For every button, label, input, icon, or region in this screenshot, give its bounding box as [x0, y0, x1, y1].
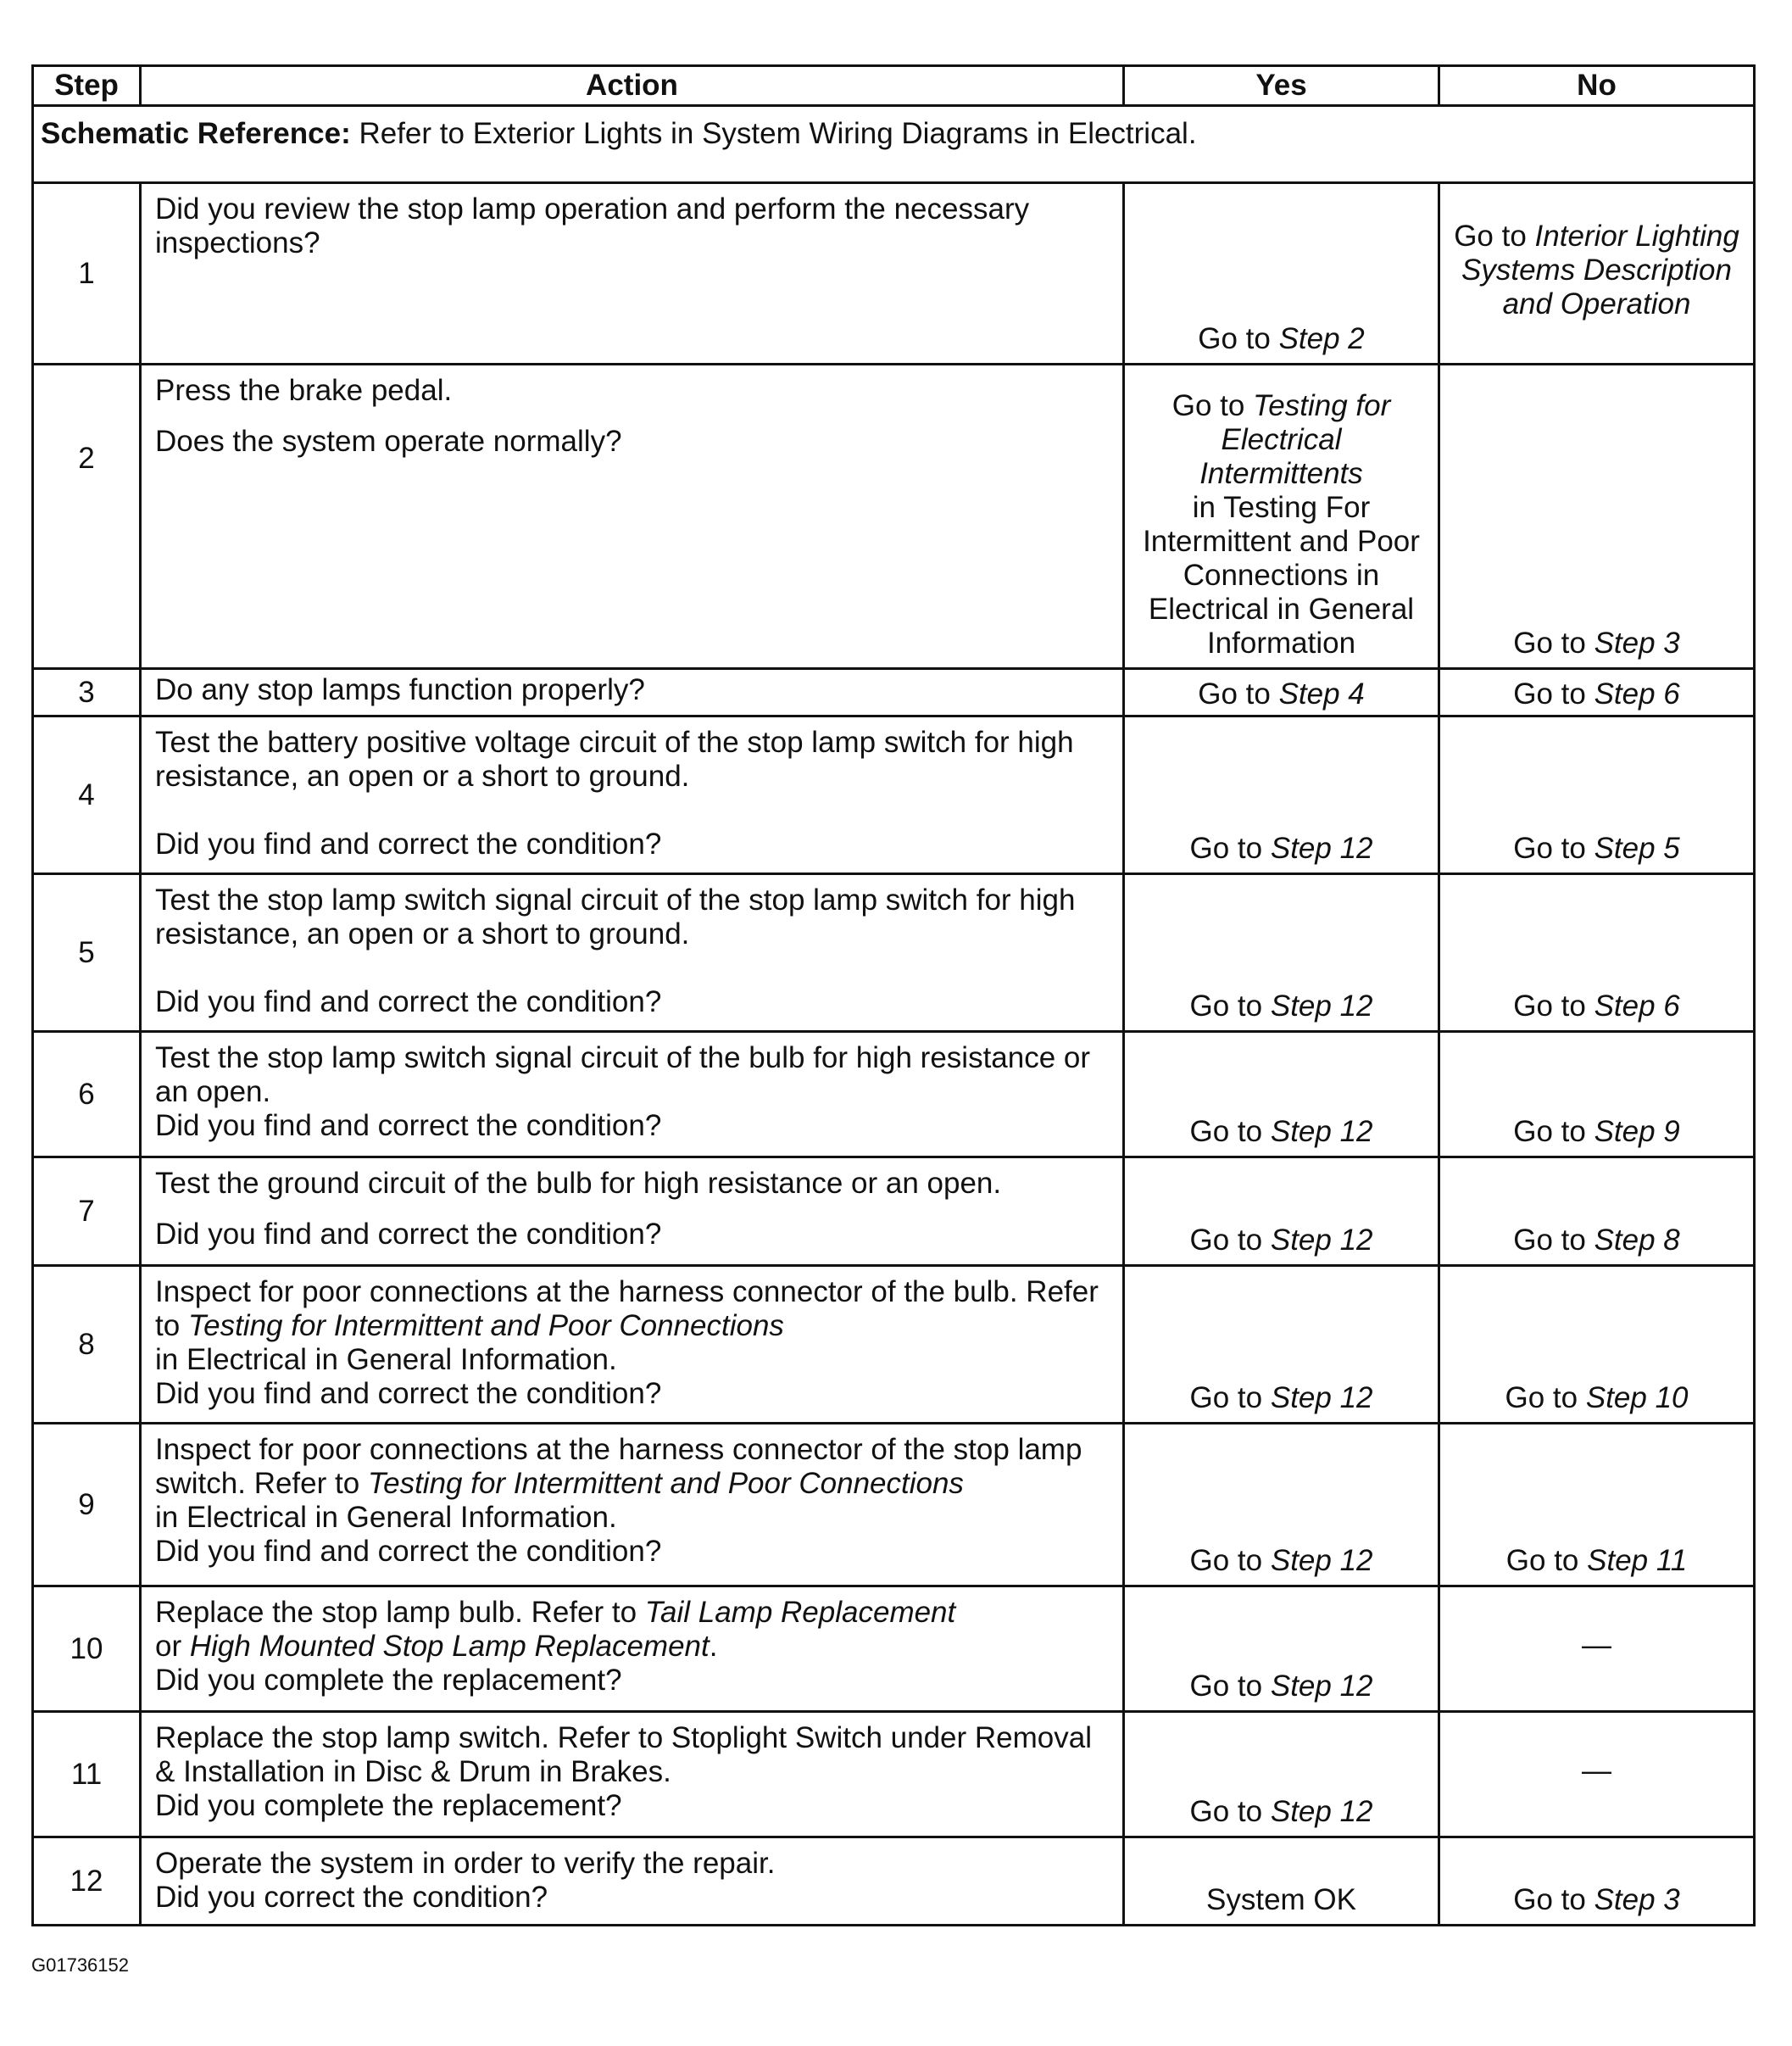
action-question: Did you correct the condition? — [155, 1881, 548, 1914]
step-number: 10 — [33, 1586, 141, 1712]
yes-link[interactable]: Step 12 — [1270, 1224, 1373, 1257]
reference-link[interactable]: Testing for Intermittent and Poor Connections — [187, 1309, 784, 1342]
goto-text: Go to — [1189, 1544, 1263, 1577]
table-row — [33, 1712, 1755, 1837]
step-number: 2 — [33, 365, 141, 669]
goto-text: Go to — [1189, 1795, 1263, 1828]
no-cell — [1439, 874, 1755, 1032]
action-text: Test the stop lamp switch signal circuit of the bulb for high resistance or an open. — [155, 1041, 1091, 1108]
yes-cell — [1124, 716, 1439, 874]
header-row — [33, 66, 1755, 106]
yes-link[interactable]: Step 12 — [1270, 832, 1373, 865]
goto-text: Go to — [1505, 1381, 1578, 1414]
no-cell — [1439, 1712, 1755, 1837]
action-question: Did you find and correct the condition? — [155, 1535, 662, 1568]
schematic-reference-label: Schematic Reference: — [41, 117, 351, 150]
action-text: Test the ground circuit of the bulb for high resistance or an open. — [155, 1167, 1002, 1200]
table-row — [33, 1266, 1755, 1424]
yes-link[interactable]: Step 12 — [1270, 1381, 1373, 1414]
action-text: Press the brake pedal. — [155, 374, 453, 407]
action-text-tail: in Electrical in General Information. — [155, 1501, 617, 1534]
no-cell — [1439, 1032, 1755, 1157]
schematic-reference — [33, 106, 1755, 183]
no-dash: — — [1582, 1628, 1611, 1662]
action-text: Replace the stop lamp switch. Refer to Stoplight Switch under Removal & Installation in Disc & Drum in Brakes. — [155, 1721, 1092, 1788]
table-row — [33, 716, 1755, 874]
no-cell — [1439, 1837, 1755, 1926]
yes-cell — [1124, 1424, 1439, 1586]
action-cell — [141, 1157, 1124, 1266]
table-row — [33, 183, 1755, 365]
step-number: 5 — [33, 874, 141, 1032]
action-text: Do any stop lamps function properly? — [155, 673, 645, 706]
schematic-reference-text: Refer to Exterior Lights in System Wiring Diagrams in Electrical. — [359, 117, 1197, 150]
table-row — [33, 1586, 1755, 1712]
action-text-end: . — [709, 1630, 718, 1663]
table-row — [33, 365, 1755, 669]
figure-id: G01736152 — [31, 1954, 129, 1976]
yes-cell — [1124, 1712, 1439, 1837]
no-link[interactable]: Step 9 — [1594, 1115, 1680, 1148]
no-cell — [1439, 1586, 1755, 1712]
yes-cell — [1124, 365, 1439, 669]
step-number: 4 — [33, 716, 141, 874]
goto-text: Go to — [1189, 1224, 1263, 1257]
reference-link-2[interactable]: High Mounted Stop Lamp Replacement — [189, 1630, 710, 1663]
action-text-tail: in Electrical in General Information. — [155, 1343, 617, 1376]
yes-text: System OK — [1206, 1883, 1356, 1916]
step-number: 9 — [33, 1424, 141, 1586]
goto-text: Go to — [1189, 1381, 1263, 1414]
action-cell — [141, 1424, 1124, 1586]
yes-cell — [1124, 1032, 1439, 1157]
no-cell — [1439, 1266, 1755, 1424]
step-number: 3 — [33, 669, 141, 716]
header-no: No — [1439, 66, 1755, 106]
goto-text: Go to — [1513, 677, 1586, 711]
no-cell — [1439, 1424, 1755, 1586]
yes-cell — [1124, 1837, 1439, 1926]
action-question: Did you complete the replacement? — [155, 1789, 622, 1822]
action-question: Did you find and correct the condition? — [155, 985, 662, 1018]
action-text: Test the stop lamp switch signal circuit of the stop lamp switch for high resistance, an open or a short to ground. — [155, 884, 1076, 951]
table-row — [33, 1032, 1755, 1157]
action-text: Inspect for poor connections at the harness connector of the bulb. Refer to — [155, 1275, 1099, 1342]
header-action: Action — [141, 66, 1124, 106]
reference-link[interactable]: Testing for Intermittent and Poor Connections — [367, 1467, 964, 1500]
no-cell — [1439, 669, 1755, 716]
no-cell — [1439, 716, 1755, 874]
goto-text: Go to — [1513, 1883, 1586, 1916]
action-text-or: or — [155, 1630, 182, 1663]
table-row — [33, 669, 1755, 716]
action-question: Did you complete the replacement? — [155, 1664, 622, 1697]
yes-link[interactable]: Step 2 — [1278, 322, 1365, 355]
action-text: Operate the system in order to verify the repair. — [155, 1847, 776, 1880]
goto-text: Go to — [1189, 1115, 1263, 1148]
no-cell — [1439, 1157, 1755, 1266]
goto-text: Go to — [1189, 1670, 1263, 1703]
yes-link[interactable]: Step 12 — [1270, 1670, 1373, 1703]
no-cell — [1439, 183, 1755, 365]
table-row — [33, 1157, 1755, 1266]
yes-cell — [1124, 1586, 1439, 1712]
action-text: Replace the stop lamp bulb. Refer to — [155, 1596, 637, 1629]
action-cell — [141, 669, 1124, 716]
no-cell — [1439, 365, 1755, 669]
action-cell — [141, 1712, 1124, 1837]
yes-cell — [1124, 669, 1439, 716]
step-number: 11 — [33, 1712, 141, 1837]
no-link[interactable]: Step 8 — [1594, 1224, 1680, 1257]
goto-text: Go to — [1513, 832, 1586, 865]
diagnostic-table — [31, 64, 1756, 1926]
yes-link[interactable]: Testing for Electrical Intermittents — [1199, 389, 1391, 490]
yes-cell — [1124, 1157, 1439, 1266]
no-link[interactable]: Step 11 — [1587, 1544, 1688, 1577]
action-cell — [141, 365, 1124, 669]
goto-text: Go to — [1513, 1224, 1586, 1257]
yes-link[interactable]: Step 4 — [1278, 677, 1365, 711]
table-row — [33, 1424, 1755, 1586]
yes-link[interactable]: Step 12 — [1270, 1544, 1373, 1577]
action-cell — [141, 1837, 1124, 1926]
yes-cell — [1124, 1266, 1439, 1424]
goto-text: Go to — [1454, 219, 1527, 253]
yes-link[interactable]: Step 12 — [1270, 1795, 1373, 1828]
table-row — [33, 874, 1755, 1032]
goto-text: Go to — [1198, 322, 1271, 355]
no-link[interactable]: Step 3 — [1594, 1883, 1680, 1916]
action-cell — [141, 1266, 1124, 1424]
header-step: Step — [33, 66, 141, 106]
goto-text: Go to — [1513, 627, 1586, 660]
action-text: Did you review the stop lamp operation and perform the necessary inspections? — [155, 192, 1030, 259]
action-cell — [141, 183, 1124, 365]
no-link[interactable]: Step 6 — [1594, 990, 1680, 1023]
reference-link[interactable]: Tail Lamp Replacement — [644, 1596, 956, 1629]
step-number: 1 — [33, 183, 141, 365]
action-question: Does the system operate normally? — [155, 425, 622, 458]
goto-text: Go to — [1189, 832, 1263, 865]
action-question: Did you find and correct the condition? — [155, 1109, 662, 1142]
step-number: 7 — [33, 1157, 141, 1266]
goto-text: Go to — [1171, 389, 1245, 422]
action-question: Did you find and correct the condition? — [155, 828, 662, 861]
action-text: Test the battery positive voltage circuit of the stop lamp switch for high resistance, an open or a short to ground. — [155, 726, 1074, 793]
no-link[interactable]: Interior Lighting Systems Description and Operation — [1461, 219, 1739, 321]
no-link[interactable]: Step 6 — [1594, 677, 1680, 711]
action-question: Did you find and correct the condition? — [155, 1377, 662, 1410]
goto-text: Go to — [1189, 990, 1263, 1023]
header-yes: Yes — [1124, 66, 1439, 106]
no-link[interactable]: Step 10 — [1585, 1381, 1689, 1414]
no-dash: — — [1582, 1753, 1611, 1787]
goto-text: Go to — [1198, 677, 1271, 711]
step-number: 6 — [33, 1032, 141, 1157]
goto-text: Go to — [1505, 1544, 1579, 1577]
step-number: 8 — [33, 1266, 141, 1424]
yes-cell — [1124, 183, 1439, 365]
yes-tail: in Testing For Intermittent and Poor Connections in Electrical in General Information — [1143, 491, 1420, 660]
yes-link[interactable]: Step 12 — [1270, 990, 1373, 1023]
yes-link[interactable]: Step 12 — [1270, 1115, 1373, 1148]
goto-text: Go to — [1513, 990, 1586, 1023]
table-row — [33, 1837, 1755, 1926]
no-link[interactable]: Step 5 — [1594, 832, 1680, 865]
action-cell — [141, 874, 1124, 1032]
action-cell — [141, 716, 1124, 874]
action-text: Inspect for poor connections at the harness connector of the stop lamp switch. Refer to — [155, 1433, 1082, 1500]
yes-cell — [1124, 874, 1439, 1032]
action-question: Did you find and correct the condition? — [155, 1218, 662, 1251]
action-cell — [141, 1586, 1124, 1712]
diagnostic-table-sheet — [31, 64, 1753, 1926]
step-number: 12 — [33, 1837, 141, 1926]
goto-text: Go to — [1513, 1115, 1586, 1148]
schematic-reference-row — [33, 106, 1755, 183]
action-cell — [141, 1032, 1124, 1157]
no-link[interactable]: Step 3 — [1594, 627, 1680, 660]
